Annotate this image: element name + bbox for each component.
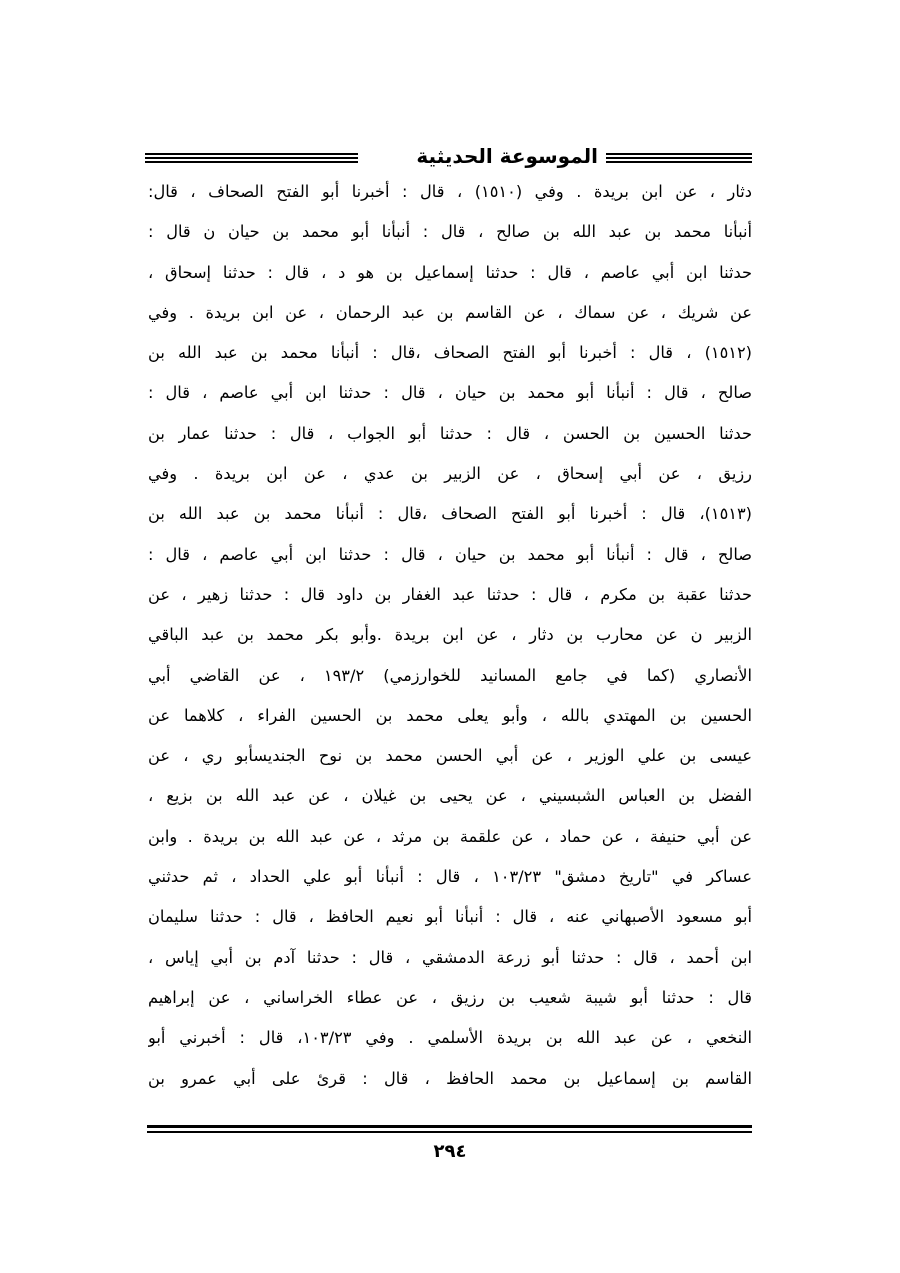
- text-line: (١٥١٢) ، قال : أخبرنا أبو الفتح الصحاف ،قال : أنبأنا محمد بن عبد الله بن: [148, 343, 752, 363]
- header-rule: [606, 161, 752, 163]
- text-line: حدثنا ابن أبي عاصم ، قال : حدثنا إسماعيل بن هو د ، قال : حدثنا إسحاق ،: [148, 262, 752, 282]
- text-line: الفضل بن العباس الشبسيني ، عن يحيى بن غيلان ، عن عبد الله بن بزيع ،: [148, 786, 752, 806]
- header-rule: [145, 153, 358, 155]
- text-line: الحسين بن المهتدي بالله ، وأبو يعلى محمد بن الحسين الفراء ، كلاهما عن: [148, 705, 752, 725]
- text-line: القاسم بن إسماعيل بن محمد الحافظ ، قال : قرئ على أبي عمرو بن: [148, 1068, 752, 1088]
- header-rule: [606, 153, 752, 155]
- text-line: ابن أحمد ، قال : حدثنا أبو زرعة الدمشقي ، قال : حدثنا آدم بن أبي إياس ،: [148, 947, 752, 967]
- text-line: حدثنا الحسين بن الحسن ، قال : حدثنا أبو الجواب ، قال : حدثنا عمار بن: [148, 423, 752, 443]
- text-line: أنبأنا محمد بن عبد الله بن صالح ، قال : أنبأنا أبو محمد بن حيان ن قال :: [148, 222, 752, 242]
- header-rule: [606, 157, 752, 159]
- text-line: عن أبي حنيفة ، عن حماد ، عن علقمة بن مرثد ، عن عبد الله بن بريدة . وابن: [148, 826, 752, 846]
- text-line: صالح ، قال : أنبأنا أبو محمد بن حيان ، قال : حدثنا ابن أبي عاصم ، قال :: [148, 544, 752, 564]
- text-line: دثار ، عن ابن بريدة . وفي (١٥١٠) ، قال : أخبرنا أبو الفتح الصحاف ، قال:: [148, 182, 752, 201]
- text-line: قال : حدثنا أبو شيبة شعيب بن رزيق ، عن عطاء الخراساني ، عن إبراهيم: [148, 987, 752, 1007]
- header-rule: [145, 161, 358, 163]
- text-line: أبو مسعود الأصبهاني عنه ، قال : أنبأنا أبو نعيم الحافظ ، قال : حدثنا سليمان: [148, 907, 752, 927]
- text-line: حدثنا عقبة بن مكرم ، قال : حدثنا عبد الغفار بن داود قال : حدثنا زهير ، عن: [148, 584, 752, 604]
- text-line: النخعي ، عن عبد الله بن بريدة الأسلمي . وفي ١٠٣/٢٣، قال : أخبرني أبو: [148, 1028, 752, 1048]
- footer-rule: [147, 1125, 752, 1128]
- text-line: عيسى بن علي الوزير ، عن أبي الحسن محمد بن نوح الجنديسأبو ري ، عن: [148, 746, 752, 766]
- text-line: عساكر في "تاريخ دمشق" ١٠٣/٢٣ ، قال : أنبأنا أبو علي الحداد ، ثم حدثني: [148, 867, 752, 887]
- footer-rule: [147, 1131, 752, 1133]
- header-rule: [145, 157, 358, 159]
- running-title: الموسوعة الحديثية: [412, 141, 602, 171]
- text-line: (١٥١٣)، قال : أخبرنا أبو الفتح الصحاف ،قال : أنبأنا محمد بن عبد الله بن: [148, 504, 752, 524]
- text-line: الزبير ن عن محارب بن دثار ، عن ابن بريدة .وأبو بكر محمد بن عبد الباقي: [148, 625, 752, 645]
- page-number: ٢٩٤: [433, 1141, 467, 1162]
- text-line: عن شريك ، عن سماك ، عن القاسم بن عبد الرحمان ، عن ابن بريدة . وفي: [148, 302, 752, 322]
- text-line: رزيق ، عن أبي إسحاق ، عن الزبير بن عدي ، عن ابن بريدة . وفي: [148, 464, 752, 484]
- text-line: الأنصاري (كما في جامع المسانيد للخوارزمي) ١٩٣/٢ ، عن القاضي أبي: [148, 665, 752, 685]
- body-text: [148, 172, 752, 1099]
- text-line: صالح ، قال : أنبأنا أبو محمد بن حيان ، قال : حدثنا ابن أبي عاصم ، قال :: [148, 383, 752, 403]
